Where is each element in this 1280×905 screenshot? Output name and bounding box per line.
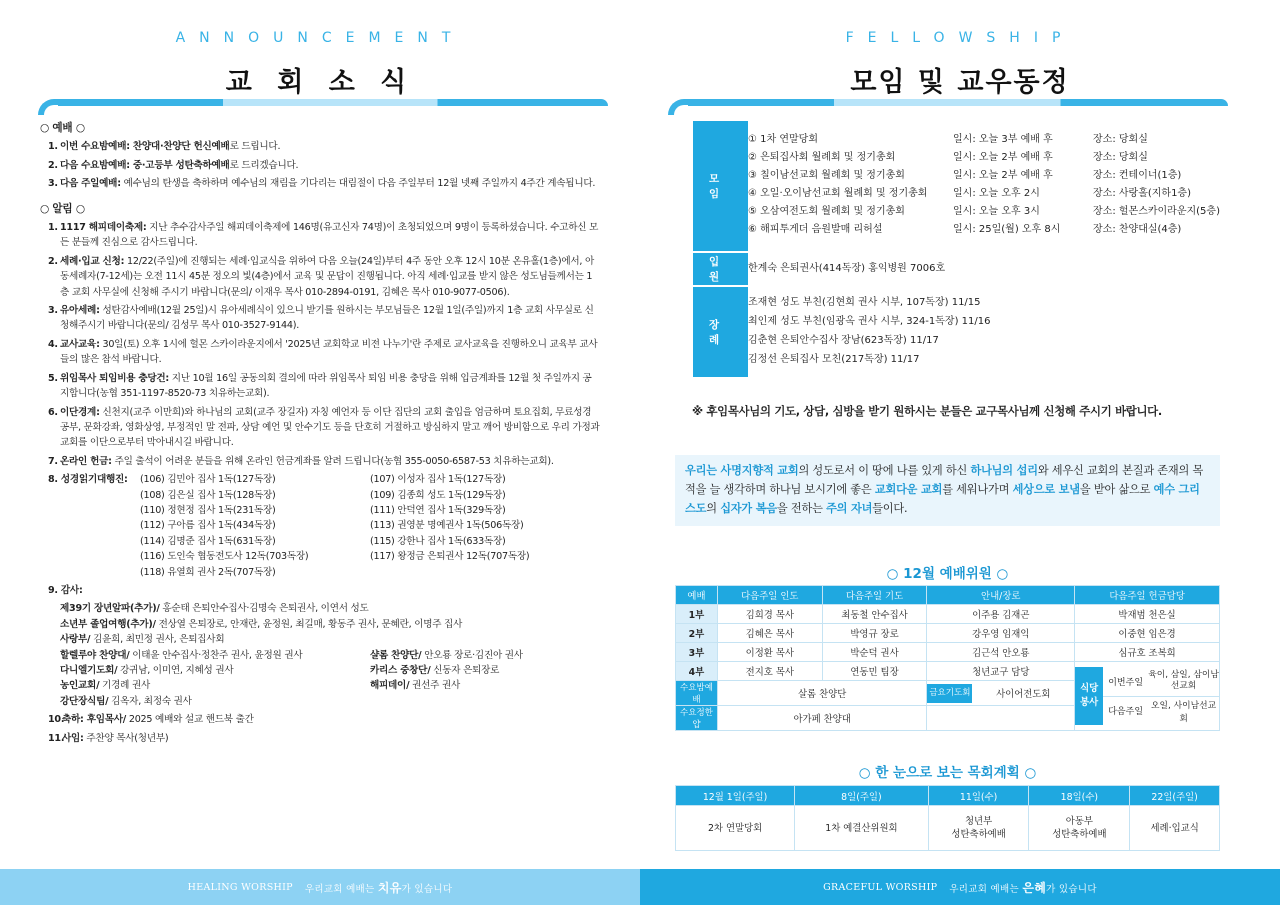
item-key: 위임목사 퇴임비용 충당건: xyxy=(60,372,169,384)
worship-cell: 박재범 천은실 xyxy=(1075,605,1220,624)
reading-entry: (115) 강한나 집사 1독(633독장) xyxy=(370,535,506,547)
item-key: 세례·입교 신청: xyxy=(60,255,125,267)
list-item xyxy=(40,454,600,469)
item-body: 로 드리겠습니다. xyxy=(229,159,299,171)
thanks-names: 전상열 은퇴장로, 안재란, 윤정원, 최길매, 황동주 권사, 문혜란, 이명주 집사 xyxy=(155,618,463,630)
worship-cell: 김희경 목사 xyxy=(717,605,822,624)
funeral-list xyxy=(748,293,1223,369)
thanks-entry xyxy=(60,694,370,709)
prayer-label: 금요기도회 xyxy=(927,684,972,703)
table-row xyxy=(676,605,1220,624)
reading-entry: (111) 안덕연 집사 1독(329독장) xyxy=(370,504,506,516)
worship-cell: 최동철 안수집사 xyxy=(822,605,927,624)
mission-statement xyxy=(675,455,1220,526)
meal-next-label: 다음주일 xyxy=(1108,707,1144,718)
meeting-place: 장소: 찬양대실(4층) xyxy=(1093,224,1182,235)
thanks-group: 샬롬 찬양단/ xyxy=(370,649,422,661)
title-divider-right xyxy=(668,99,1228,115)
mission-text: 들이다. xyxy=(872,502,908,515)
item-key: 다음 주일예배: xyxy=(60,178,121,190)
wed-label: 수요밤예배 xyxy=(676,681,718,706)
announcement-body xyxy=(40,121,600,749)
item-key: 이단경계: xyxy=(60,406,100,418)
list-item xyxy=(40,303,600,334)
mission-text: 을 전하는 xyxy=(776,502,827,515)
worship-cell: 연동민 팀장 xyxy=(822,662,927,681)
plan-date: 8일(주일) xyxy=(795,786,929,806)
meal-this: 육이, 삼일, 삼이남선교회 xyxy=(1148,670,1219,692)
item-text xyxy=(60,405,600,451)
item-number: 2. xyxy=(48,255,58,267)
meal-service-cell xyxy=(1075,662,1220,731)
congrats-key: 축하: 후임목사/ xyxy=(62,714,127,726)
item-body: 로 드립니다. xyxy=(229,141,281,153)
meeting-name: ① 1차 연말당회 xyxy=(748,134,818,145)
plan-event: 2차 연말당회 xyxy=(676,806,795,851)
thanks-group: 강단장식팀/ xyxy=(60,695,109,707)
item-body: 지난 10월 16일 공동의회 결의에 따라 위임목사 퇴임 비용 충당을 위해 입금계좌를 12월 첫 주일까지 공지합니다(농협 351-1197-8520-73 치유하는교회). xyxy=(60,372,592,400)
reading-entry: (108) 김은실 집사 1독(128독장) xyxy=(140,489,276,501)
item-key: 온라인 헌금: xyxy=(60,455,112,467)
meeting-time: 일시: 오늘 오후 2시 xyxy=(953,188,1040,199)
thanks-names: 김옥자, 최정숙 권사 xyxy=(108,695,192,707)
meeting-time: 일시: 25일(월) 오후 8시 xyxy=(953,224,1061,235)
congrats-item xyxy=(40,712,600,727)
meeting-row xyxy=(748,149,1223,167)
item-text xyxy=(60,254,600,300)
meal-next: 오일, 사이남선교회 xyxy=(1151,700,1217,724)
worship-cell: 3부 xyxy=(676,643,718,662)
thanks-entry xyxy=(60,601,600,616)
left-footer-en: HEALING WORSHIP xyxy=(187,881,293,893)
worship-cell: 4부 xyxy=(676,662,718,681)
item-text xyxy=(60,371,600,402)
right-footer-en: GRACEFUL WORSHIP xyxy=(823,881,938,893)
thanks-entry xyxy=(60,632,600,647)
worship-list xyxy=(40,139,600,191)
left-footer-ko: 우리교회 예배는 치유가 있습니다 xyxy=(304,880,453,895)
plan-event: 세례·입교식 xyxy=(1130,806,1220,851)
mission-highlight: 하나님의 섭리 xyxy=(970,464,1038,477)
worship-committee-table xyxy=(675,585,1220,731)
meeting-row xyxy=(748,203,1223,221)
thanks-entry xyxy=(370,678,610,693)
item-key: 다음 수요밤예배: 중·고등부 성탄축하예배 xyxy=(60,159,230,171)
meeting-name: ③ 칠이남선교회 월례회 및 정기총회 xyxy=(748,170,905,181)
title-divider xyxy=(38,99,608,115)
wed-value: 살롬 찬양단 xyxy=(717,681,926,706)
item-key: 1117 해피데이축제: xyxy=(60,222,147,234)
meal-label: 식당 봉사 xyxy=(1075,667,1103,725)
notice-list xyxy=(40,220,600,469)
meeting-place: 장소: 당회실 xyxy=(1093,152,1148,163)
thanks-row xyxy=(60,663,600,678)
item-number: 4. xyxy=(48,338,58,350)
thanks-names: 신동자 은퇴장로 xyxy=(430,665,500,676)
item-text xyxy=(60,303,600,334)
meeting-row xyxy=(748,167,1223,185)
item-number: 3. xyxy=(48,178,58,190)
plan-date: 18일(수) xyxy=(1029,786,1130,806)
meeting-place: 장소: 사랑홀(지하1층) xyxy=(1093,188,1191,199)
thanks-group: 다니엘기도회/ xyxy=(60,665,118,676)
reading-entry: (110) 정현정 집사 1독(231독장) xyxy=(140,504,276,516)
item-text xyxy=(60,176,600,191)
thanks-names: 이태윤 안수집사·정찬주 권사, 윤정원 권사 xyxy=(129,649,303,661)
meeting-row xyxy=(748,131,1223,149)
reading-grid xyxy=(140,472,590,580)
thanks-entry xyxy=(60,648,370,663)
reading-entry: (113) 권영분 명예권사 1독(506독장) xyxy=(370,520,524,532)
pastor-notice: ※ 후임목사님의 기도, 상담, 심방을 받기 원하시는 분들은 교구목사님께 신청해 주시기 바랍니다. xyxy=(692,404,1162,418)
funeral-entry: 최인제 성도 부친(임광옥 권사 시부, 324-1독장) 11/16 xyxy=(748,316,991,327)
plan-event: 아동부 성탄축하예배 xyxy=(1029,806,1130,851)
resign-number: 11. xyxy=(48,732,65,744)
worship-committee-title: ○ 12월 예배위원 ○ xyxy=(886,566,1009,582)
worship-cell: 김혜은 목사 xyxy=(717,624,822,643)
item-key: 이번 수요밤예배: 찬양대·찬양단 헌신예배 xyxy=(60,141,230,153)
mission-text: 을 받아 삶으로 xyxy=(1079,483,1154,496)
thanks-item xyxy=(40,583,600,598)
reading-entry: (118) 유열희 권사 2독(707독장) xyxy=(140,566,276,578)
resign-text: 주찬양 목사(청년부) xyxy=(83,732,169,744)
worship-cell: 청년교구 담당 xyxy=(927,662,1075,681)
empty-cell xyxy=(927,706,1075,731)
list-item xyxy=(40,139,600,154)
worship-col-header: 다음주일 기도 xyxy=(822,586,927,605)
announcement-kicker: ANNOUNCEMENT xyxy=(175,30,465,46)
thanks-group: 소년부 졸업여행(추가)/ xyxy=(60,618,156,630)
fellowship-title: 모임 및 교우동정 xyxy=(850,67,1070,98)
reading-entry: (109) 김종희 성도 1독(129독장) xyxy=(370,489,506,501)
reading-item xyxy=(40,472,600,580)
plan-event: 1차 예결산위원회 xyxy=(795,806,929,851)
item-body: 30일(토) 오후 1시에 헐몬 스카이라운지에서 '2025년 교회학교 비전 나누기'란 주제로 교사교육을 진행하오니 교육부 교사들의 많은 참석 바랍니다. xyxy=(60,338,598,366)
right-footer-ko: 우리교회 예배는 은혜가 있습니다 xyxy=(949,880,1097,895)
funeral-label: 장 례 xyxy=(709,319,736,346)
item-number: 2. xyxy=(48,159,58,171)
thanks-entry xyxy=(370,648,610,663)
meeting-name: ② 은퇴집사회 월례회 및 정기총회 xyxy=(748,152,896,163)
item-text xyxy=(60,220,600,251)
thanks-entry xyxy=(60,663,370,678)
resign-key: 사임: xyxy=(62,732,84,744)
worship-cell: 이중현 임은경 xyxy=(1075,624,1220,643)
list-item xyxy=(40,254,600,300)
list-item xyxy=(40,337,600,368)
fellowship-kicker: FELLOWSHIP xyxy=(845,30,1075,46)
list-item xyxy=(40,158,600,173)
reading-entry: (114) 김명준 집사 1독(631독장) xyxy=(140,535,276,547)
noon-value: 아가페 찬양대 xyxy=(717,706,926,731)
thanks-entry xyxy=(60,678,370,693)
prayer-value: 사이어전도회 xyxy=(996,689,1051,700)
meal-this-label: 이번주일 xyxy=(1108,677,1144,688)
resign-item xyxy=(40,731,600,746)
funeral-entry: 김정선 은퇴집사 모친(217독장) 11/17 xyxy=(748,354,920,365)
item-body: 예수님의 탄생을 축하하며 예수님의 재림을 기다리는 대림절이 다음 주일부터 12월 넷째 주일까지 4주간 계속됩니다. xyxy=(120,178,596,190)
reading-entry: (117) 왕정금 은퇴권사 12독(707독장) xyxy=(370,551,530,563)
item-number: 1. xyxy=(48,141,58,153)
table-row xyxy=(676,662,1220,681)
meeting-place: 장소: 컨테이너(1층) xyxy=(1093,170,1182,181)
right-footer xyxy=(640,869,1280,905)
reading-entry: (112) 구아름 집사 1독(434독장) xyxy=(140,520,276,532)
meeting-name: ④ 오일·오이남선교회 월례회 및 정기총회 xyxy=(748,188,928,199)
worship-col-header: 다음주일 인도 xyxy=(717,586,822,605)
reading-entry: (106) 김민아 집사 1독(127독장) xyxy=(140,474,276,486)
mission-highlight: 예수 그리스도 xyxy=(685,483,1200,515)
list-item xyxy=(40,371,600,402)
mission-highlight: 세상으로 보냄 xyxy=(1012,483,1080,496)
fellowship-box xyxy=(693,121,1225,377)
item-text xyxy=(60,337,600,368)
mission-text: 의 xyxy=(706,502,721,515)
item-body: 주일 출석이 어려운 분들을 위해 온라인 헌금계좌를 알려 드립니다(농협 355-0050-6587-53 치유하는교회). xyxy=(111,455,554,467)
item-key: 교사교육: xyxy=(60,338,100,350)
item-body: 성탄감사예배(12월 25일)시 유아세례식이 있으니 받기를 원하시는 부모님들은 12월 1일(주일)까지 1층 교회 사무실로 신청해주시기 바랍니다(문의/ 김성무 목사 010-3527-9144). xyxy=(60,305,594,332)
prayer-cell xyxy=(927,681,1075,706)
item-number: 7. xyxy=(48,455,58,467)
plan-title: ○ 한 눈으로 보는 목회계획 ○ xyxy=(858,765,1037,781)
thanks-entry xyxy=(60,617,600,632)
meeting-row xyxy=(748,185,1223,203)
item-text xyxy=(60,454,600,469)
meeting-row xyxy=(748,221,1223,239)
mission-highlight: 우리는 사명지향적 교회 xyxy=(685,464,799,477)
plan-date: 22일(주일) xyxy=(1130,786,1220,806)
item-key: 유아세례: xyxy=(60,305,100,317)
reading-label: 8. 성경읽기대행진: xyxy=(48,474,128,486)
worship-cell: 강우영 임재익 xyxy=(927,624,1075,643)
left-footer xyxy=(0,869,640,905)
item-text xyxy=(60,158,600,173)
meeting-name: ⑥ 해피투게더 음원발매 리허설 xyxy=(748,224,883,235)
congrats-text: 2025 예배와 설교 핸드북 출간 xyxy=(126,714,254,726)
item-text xyxy=(60,139,600,154)
meeting-time: 일시: 오늘 오후 3시 xyxy=(953,206,1040,217)
item-number: 5. xyxy=(48,372,58,384)
reading-entry xyxy=(370,565,590,580)
plan-table xyxy=(675,785,1220,851)
thanks-entry xyxy=(370,663,610,678)
reading-entry: (107) 이성자 집사 1독(127독장) xyxy=(370,474,506,486)
worship-cell: 김근석 안오룡 xyxy=(927,643,1075,662)
thanks-group: 해피데이/ xyxy=(370,680,410,692)
worship-cell: 박영규 장로 xyxy=(822,624,927,643)
thanks-group: 사랑부/ xyxy=(60,634,91,646)
congrats-number: 10. xyxy=(48,714,65,726)
worship-cell: 심규호 조복희 xyxy=(1075,643,1220,662)
thanks-names: 기경례 권사 xyxy=(99,680,151,692)
meeting-time: 일시: 오늘 3부 예배 후 xyxy=(953,134,1053,145)
funeral-entry: 조재현 성도 부친(김현희 권사 시부, 107독장) 11/15 xyxy=(748,297,981,308)
thanks-names: 권선주 권사 xyxy=(409,680,461,692)
worship-cell: 2부 xyxy=(676,624,718,643)
thanks-names: 강귀남, 이미연, 지혜성 권사 xyxy=(117,665,234,676)
thanks-group: 카리스 중창단/ xyxy=(370,665,431,676)
mission-text: 를 세워나가며 xyxy=(942,483,1013,496)
worship-cell: 전지호 목사 xyxy=(717,662,822,681)
mission-highlight: 십자가 복음 xyxy=(720,502,777,515)
list-item xyxy=(40,405,600,451)
mission-highlight: 교회다운 교회 xyxy=(874,483,943,496)
item-body: 신천지(교주 이만희)와 하나님의 교회(교주 장길자) 자칭 예언자 등 이단 집단의 교회 출입을 엄금하며 토요집회, 무료성경공부, 문화강좌, 영화상영, 부정적인 말 전파, 상담 예언 및 안수기도 등을 단호히 거절하고 방심하지 말고 깨어 방비함으로 우리 가정과 교회를 이단으로부터 막아내시길 바랍니다. xyxy=(60,406,600,449)
thanks-row xyxy=(60,678,600,693)
thanks-row xyxy=(60,648,600,663)
plan-date: 11일(수) xyxy=(928,786,1029,806)
meeting-list xyxy=(748,131,1223,239)
thanks-list xyxy=(40,601,600,709)
meeting-name: ⑤ 오삼여전도회 월례회 및 정기총회 xyxy=(748,206,905,217)
meeting-time: 일시: 오늘 2부 예배 후 xyxy=(953,170,1053,181)
mission-text: 와 세우신 교회의 본질과 존재의 목적을 늘 생각하며 하나님 보시기에 좋은 xyxy=(685,464,1204,496)
hospital-label: 입 원 xyxy=(709,256,736,283)
hospital-text: 한계숙 은퇴권사(414독장) 홍익병원 7006호 xyxy=(748,263,946,274)
noon-label: 수요정한얍 xyxy=(676,706,718,731)
plan-event: 청년부 성탄축하예배 xyxy=(928,806,1029,851)
announcement-title: 교 회 소 식 xyxy=(225,67,415,98)
mission-text: 의 성도로서 이 땅에 나를 있게 하신 xyxy=(798,464,971,477)
meeting-place: 장소: 헐몬스카이라운지(5층) xyxy=(1093,206,1220,217)
reading-entry: (116) 도인숙 협동전도사 12독(703독장) xyxy=(140,551,309,563)
thanks-group: 제39기 장년알파(추가)/ xyxy=(60,603,160,615)
notice-section-header: ○ 알림 ○ xyxy=(40,202,85,215)
list-item xyxy=(40,220,600,251)
item-number: 3. xyxy=(48,305,58,317)
worship-col-header: 다음주일 헌금담당 xyxy=(1075,586,1220,605)
plan-date: 12월 1일(주일) xyxy=(676,786,795,806)
worship-cell: 박순덕 권사 xyxy=(822,643,927,662)
thanks-names: 안오룡 장로·김진아 권사 xyxy=(421,649,523,661)
mission-highlight: 주의 자녀 xyxy=(826,502,873,515)
worship-section-header: ○ 예배 ○ xyxy=(40,122,85,134)
table-row xyxy=(676,624,1220,643)
list-item xyxy=(40,176,600,191)
meeting-label: 모 임 xyxy=(709,173,736,200)
thanks-group: 할렐루야 찬양대/ xyxy=(60,649,130,661)
worship-cell: 이정환 목사 xyxy=(717,643,822,662)
item-number: 6. xyxy=(48,406,58,418)
funeral-entry: 김춘현 은퇴안수집사 장남(623독장) 11/17 xyxy=(748,335,939,346)
thanks-row xyxy=(60,694,600,709)
item-body: 지난 추수감사주일 해피데이축제에 146명(유고신자 74명)이 초청되었으며 9명이 등록하셨습니다. 수고하신 모든 분들께 진심으로 감사드립니다. xyxy=(60,222,599,249)
worship-col-header: 예배 xyxy=(676,586,718,605)
meeting-place: 장소: 당회실 xyxy=(1093,134,1148,145)
meeting-time: 일시: 오늘 2부 예배 후 xyxy=(953,152,1053,163)
thanks-entry xyxy=(370,694,610,709)
thanks-names: 홍순태 은퇴안수집사·김명숙 은퇴권사, 이연서 성도 xyxy=(159,603,369,615)
item-number: 1. xyxy=(48,222,58,234)
table-row xyxy=(676,643,1220,662)
thanks-label: 9. 감사: xyxy=(48,584,83,596)
worship-cell: 이주용 김재곤 xyxy=(927,605,1075,624)
item-body: 12/22(주일)에 진행되는 세례·입교식을 위하여 다음 오늘(24일)부터 4주 동안 오후 12시 10분 온유홀(1층)에서, 아동세례자(7-12세)는 오전 11시 45분 정오의 빛(4층)에서 교육 및 문답이 진행됩니다. 아직 세례·입교를 받지 않은 성도님들께서는 1층 교회 사무실에 신청해 주시기 바랍니다(문의/ 이재우 목사 010-2894-0191, 김혜은 목사 010-9077-0506). xyxy=(60,255,595,298)
thanks-names: 김윤희, 최민정 권사, 은퇴집사회 xyxy=(90,634,225,646)
thanks-group: 농인교회/ xyxy=(60,680,100,692)
worship-cell: 1부 xyxy=(676,605,718,624)
worship-col-header: 안내/장로 xyxy=(927,586,1075,605)
